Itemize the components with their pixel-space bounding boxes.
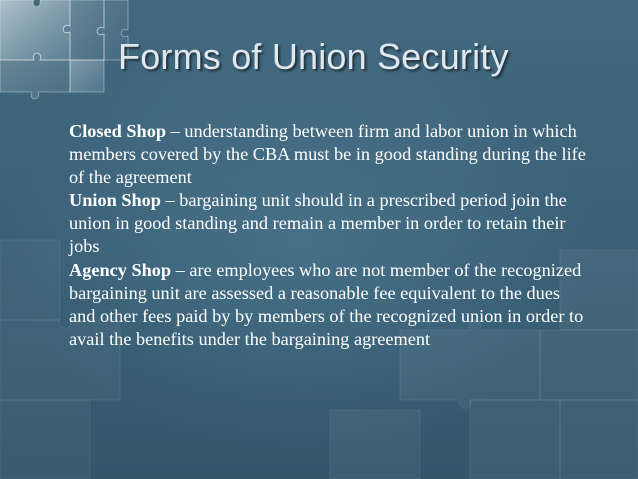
term-closed-shop: Closed Shop	[69, 121, 167, 141]
definition-agency-shop: – are employees who are not member of the recognized bargaining unit are assessed a reasonable fee equivalent to the dues and other fees paid by by members of the recognized union in order to avail the benefits under the bargaining agreement	[69, 259, 584, 349]
slide-title: Forms of Union Security	[118, 36, 509, 77]
list-item-agency-shop	[69, 259, 589, 351]
top-left-puzzle-icon	[0, 0, 128, 99]
definition-closed-shop: – understanding between firm and labor union in which members covered by the CBA must be in good standing during the life of the agreement	[69, 121, 586, 188]
term-union-shop: Union Shop	[69, 190, 161, 211]
list-item-closed-shop	[69, 120, 589, 189]
definition-union-shop: – bargaining unit should in a prescribed period join the union in good standing and remain a member in order to retain their jobs	[69, 190, 567, 257]
term-agency-shop: Agency Shop	[69, 259, 172, 280]
list-item-union-shop	[69, 189, 589, 258]
slide-body	[69, 120, 589, 351]
